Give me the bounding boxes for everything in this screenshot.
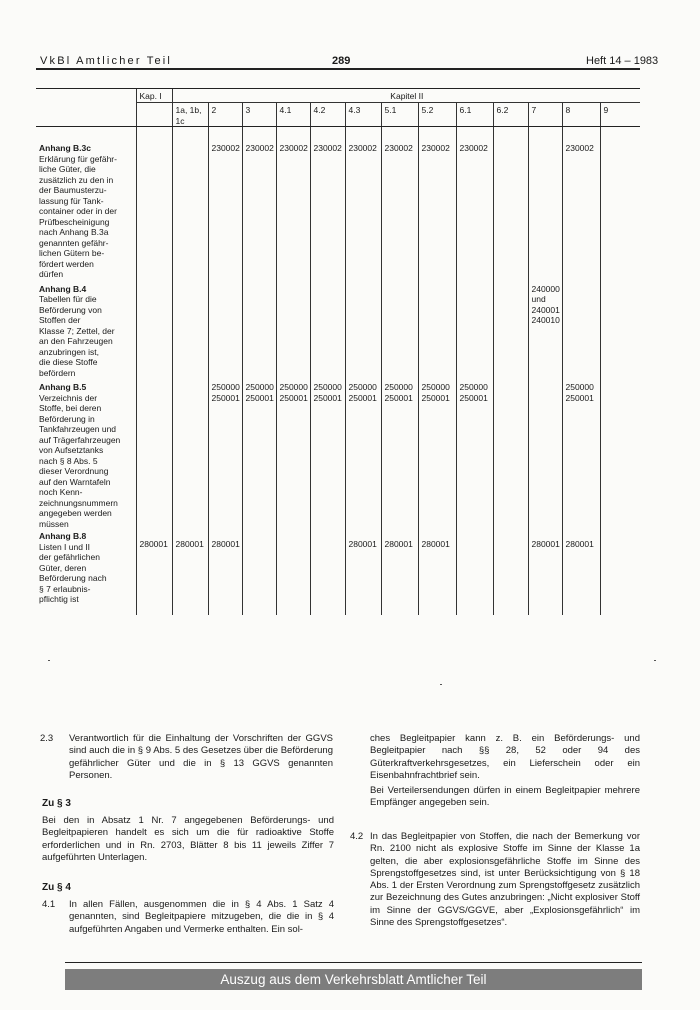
table-row (36, 529, 640, 615)
row-title: Anhang B.8 (39, 531, 87, 541)
row-text: Listen I und II der gefährlichen Güter, deren Beförderung nach § 7 erlaubnis- pflichtig ist (39, 541, 107, 604)
table-cell (276, 280, 310, 379)
table-cell (562, 280, 600, 379)
column-header: 2 (208, 103, 242, 127)
section-heading: Zu § 3 (42, 798, 71, 809)
column-header: 7 (528, 103, 562, 127)
table-cell: 230002 (310, 127, 345, 280)
column-header: 8 (562, 103, 600, 127)
paragraph-number: 4.2 (350, 831, 364, 842)
table-cell: 230002 (381, 127, 418, 280)
table-cell (242, 529, 276, 615)
section-heading: Zu § 4 (42, 882, 71, 893)
table-cell (493, 280, 528, 379)
footer-banner: Auszug aus dem Verkehrsblatt Amtlicher Teil (65, 969, 642, 990)
table-cell (242, 280, 276, 379)
row-text: Verzeichnis der Stoffe, bei deren Beförderung in Tankfahrzeugen und auf Trägerfahrzeugen von Aufsetztanks nach § 8 Abs. 5 dieser Verordnung auf den Warntafeln noch Kenn- zeichnungsnummern angegeben werden müssen (39, 392, 121, 529)
table-cell (276, 529, 310, 615)
header-kap1: Kap. I (136, 89, 172, 103)
paragraph-number: 2.3 (40, 733, 54, 744)
row-title: Anhang B.4 (39, 283, 87, 294)
print-speck (654, 660, 656, 661)
header-blank (36, 89, 136, 103)
table-cell: 280001 (528, 529, 562, 615)
kapitel-table (36, 88, 640, 615)
print-speck (48, 660, 50, 661)
table-row (36, 127, 640, 280)
table-row (36, 378, 640, 529)
table-cell (172, 280, 208, 379)
row-title: Anhang B.3c (39, 143, 91, 153)
paragraph-4-1: In allen Fällen, ausgenommen die in § 4 Abs. 1 Satz 4 genannten, sind Begleitpapiere mitzugeben, die die in § 4 aufgeführten Angaben und Vermerke enthalten. Ein sol- (69, 899, 334, 935)
column-header: 4.1 (276, 103, 310, 127)
row-description (36, 378, 136, 529)
table-cell (136, 280, 172, 379)
table-cell (528, 127, 562, 280)
table-cell: 280001 (345, 529, 381, 615)
table-cell (600, 127, 640, 280)
table-cell: 230002 (276, 127, 310, 280)
paragraph-4-1-continued: ches Begleitpapier kann z. B. ein Beförderungs- und Begleitpapier nach §§ 28, 52 oder 94 des Güterkraftverkehrsgesetzes, ein Lieferschein oder ein Eisenbahnfrachtbrief sein. (370, 733, 640, 781)
paragraph-4-2: In das Begleitpapier von Stoffen, die nach der Bemerkung vor Rn. 2100 nicht als explosive Stoffe im Sinne der Klasse 1a gelten, die aber explosionsgefährliche Stoffe im Sinne des Sprengstoffgesetzes sind, ist unter Berücksichtigung von § 18 Abs. 1 der Ersten Verordnung zum Sprengstoffgesetz zusätzlich zur Bezeichnung des Gutes anzubringen: „Nicht explosiver Stoff im Sinne der GGVS/GGVE, aber „Explosionsgefährlich“ im Sinne des Sprengstoffgesetzes“. (370, 831, 640, 929)
issue-label: Heft 14 – 1983 (586, 55, 659, 67)
header-blank (36, 103, 136, 127)
header-rule (36, 68, 640, 70)
table-cell (493, 127, 528, 280)
table-cell (600, 529, 640, 615)
paragraph-2-3: Verantwortlich für die Einhaltung der Vorschriften der GGVS sind auch die in § 9 Abs. 5 des Gesetzes über die Beförderung gefährlicher Güter und die in § 13 GGVS genannten Personen. (69, 733, 333, 781)
table-cell: 240000 und 240001 240010 (528, 280, 562, 379)
table-row (36, 280, 640, 379)
table-cell (136, 127, 172, 280)
table-cell: 250000 250001 (242, 378, 276, 529)
table-cell: 230002 (208, 127, 242, 280)
page-number: 289 (332, 55, 351, 67)
table-cell: 280001 (136, 529, 172, 615)
table-cell: 230002 (345, 127, 381, 280)
table-cell (600, 378, 640, 529)
print-speck (440, 684, 442, 685)
table-cell: 280001 (208, 529, 242, 615)
column-header: 9 (600, 103, 640, 127)
table-cell: 280001 (172, 529, 208, 615)
row-description (36, 127, 136, 280)
column-header: 3 (242, 103, 276, 127)
row-text: Tabellen für die Beförderung von Stoffen der Klasse 7; Zettel, der an den Fahrzeugen anzubringen ist, die diese Stoffe befördern (39, 294, 115, 378)
column-header: 5.2 (418, 103, 456, 127)
row-description (36, 529, 136, 615)
table-cell (528, 378, 562, 529)
column-header: 5.1 (381, 103, 418, 127)
column-header: 1a, 1b, 1c (172, 103, 208, 127)
table-cell: 280001 (418, 529, 456, 615)
journal-title: VkBl Amtlicher Teil (40, 55, 173, 67)
column-header: 4.2 (310, 103, 345, 127)
table-cell (381, 280, 418, 379)
table-cell: 250000 250001 (381, 378, 418, 529)
table-cell (600, 280, 640, 379)
table-cell: 250000 250001 (345, 378, 381, 529)
table-cell: 280001 (381, 529, 418, 615)
table-cell: 250000 250001 (562, 378, 600, 529)
table-cell (418, 280, 456, 379)
row-description (36, 280, 136, 379)
table-cell: 230002 (562, 127, 600, 280)
paragraph-number: 4.1 (42, 899, 56, 910)
table-cell (310, 529, 345, 615)
paragraph-distribution: Bei Verteilersendungen dürfen in einem Begleitpapier mehrere Empfänger angegeben sein. (370, 785, 640, 809)
column-header: 6.2 (493, 103, 528, 127)
table-cell: 250000 250001 (276, 378, 310, 529)
column-header: 4.3 (345, 103, 381, 127)
table-cell: 250000 250001 (456, 378, 493, 529)
table-cell (493, 529, 528, 615)
table-cell (172, 378, 208, 529)
table-cell: 250000 250001 (208, 378, 242, 529)
header-kap2: Kapitel II (172, 89, 640, 103)
table-cell (493, 378, 528, 529)
paragraph-zu-3: Bei den in Absatz 1 Nr. 7 angegebenen Beförderungs- und Begleitpapieren handelt es sich um die für radioaktive Stoffe erforderlichen und in Rn. 2703, Blätter 8 bis 11 jeweils Ziffer 7 aufgeführten Unterlagen. (42, 815, 334, 863)
table-cell: 230002 (456, 127, 493, 280)
table-cell (310, 280, 345, 379)
table-cell (172, 127, 208, 280)
table-cell (456, 280, 493, 379)
footer-rule (65, 962, 642, 963)
table-cell: 230002 (418, 127, 456, 280)
table-cell (136, 378, 172, 529)
header-kap1-sub (136, 103, 172, 127)
table-cell (456, 529, 493, 615)
table-cell: 250000 250001 (310, 378, 345, 529)
table-cell: 230002 (242, 127, 276, 280)
table-cell: 280001 (562, 529, 600, 615)
table-cell (345, 280, 381, 379)
column-header: 6.1 (456, 103, 493, 127)
table-header-row-1 (36, 89, 640, 103)
table-header-row-2 (36, 103, 640, 127)
row-text: Erklärung für gefähr- liche Güter, die zusätzlich zu den in der Baumusterzu- lassung für Tank- container oder in der Prüfbescheinigung nach Anhang B.3a genannten gefähr- lichen Gütern be- fördert werden dürfen (39, 153, 117, 279)
table-cell: 250000 250001 (418, 378, 456, 529)
table-cell (208, 280, 242, 379)
row-title: Anhang B.5 (39, 382, 87, 392)
